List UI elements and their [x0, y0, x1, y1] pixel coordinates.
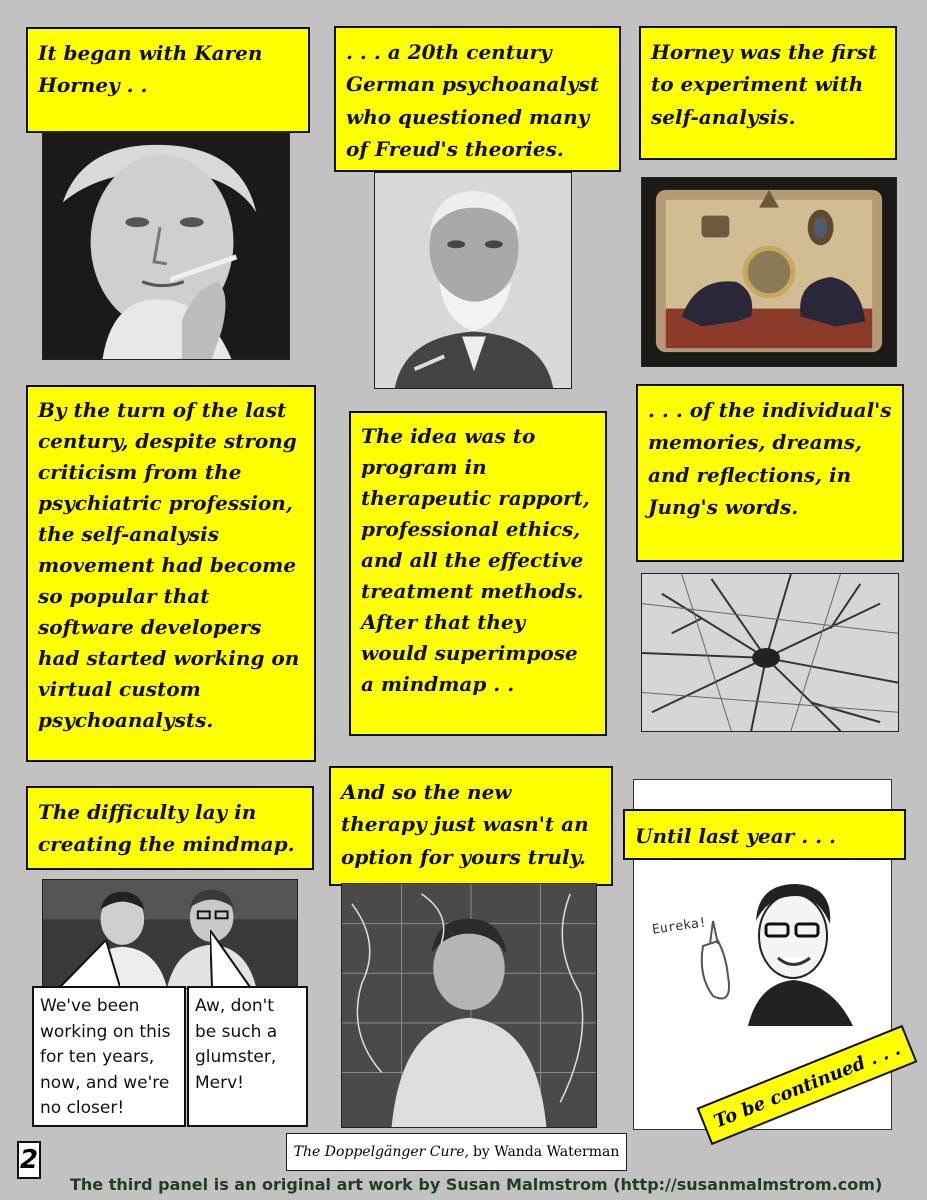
caption-jungs-words: . . . of the individual's memories, dreams, and reflections, in Jung's words. [636, 384, 904, 562]
speech-bubble-tail-1 [60, 940, 120, 990]
to-be-continued-text: To be continued . . . [710, 1038, 904, 1132]
photo-woman-scientist [341, 883, 597, 1128]
page-number: 2 [17, 1141, 41, 1179]
credit-byline: by Wanda Waterman [472, 1144, 620, 1160]
eureka-label: Eureka! [651, 915, 708, 938]
image-neuron [641, 573, 899, 732]
footer-attribution: The third panel is an original art work by Susan Malmstrom (http://susanmalmstrom.com) [70, 1174, 883, 1194]
photo-freud [374, 172, 572, 389]
caption-new-therapy: And so the new therapy just wasn't an option for yours truly. [329, 766, 613, 886]
speech-bubble-scientist-2: Aw, don't be such a glumster, Merv! [187, 986, 308, 1127]
caption-difficulty-mindmap: The difficulty lay in creating the mindmap. [26, 786, 314, 870]
caption-idea-program: The idea was to program in therapeutic rapport, professional ethics, and all the effective treatment methods. After that they would superimpose a mindmap . . [349, 411, 607, 736]
caption-karen-horney: It began with Karen Horney . . [26, 27, 310, 133]
credit-title: The Doppelgänger Cure, [293, 1144, 469, 1160]
caption-turn-of-century: By the turn of the last century, despite strong criticism from the psychiatric profession, the self-analysis movement had become so popular that software developers had started working on virtual custom psychoanalysts. [26, 385, 316, 762]
caption-self-analysis: Horney was the first to experiment with self-analysis. [639, 26, 897, 160]
photo-karen-horney [42, 132, 290, 360]
speech-bubble-scientist-1: We've been working on this for ten years, now, and we're no closer! [32, 986, 186, 1127]
credit-box [286, 1133, 627, 1171]
caption-german-psychoanalyst: . . . a 20th century German psychoanalyst who questioned many of Freud's theories. [334, 26, 621, 172]
artwork-crows-mirror [641, 177, 897, 367]
speech-bubble-tail-2 [210, 930, 260, 990]
image-eureka-sketch [638, 866, 888, 1026]
caption-until-last-year: Until last year . . . [623, 809, 906, 860]
